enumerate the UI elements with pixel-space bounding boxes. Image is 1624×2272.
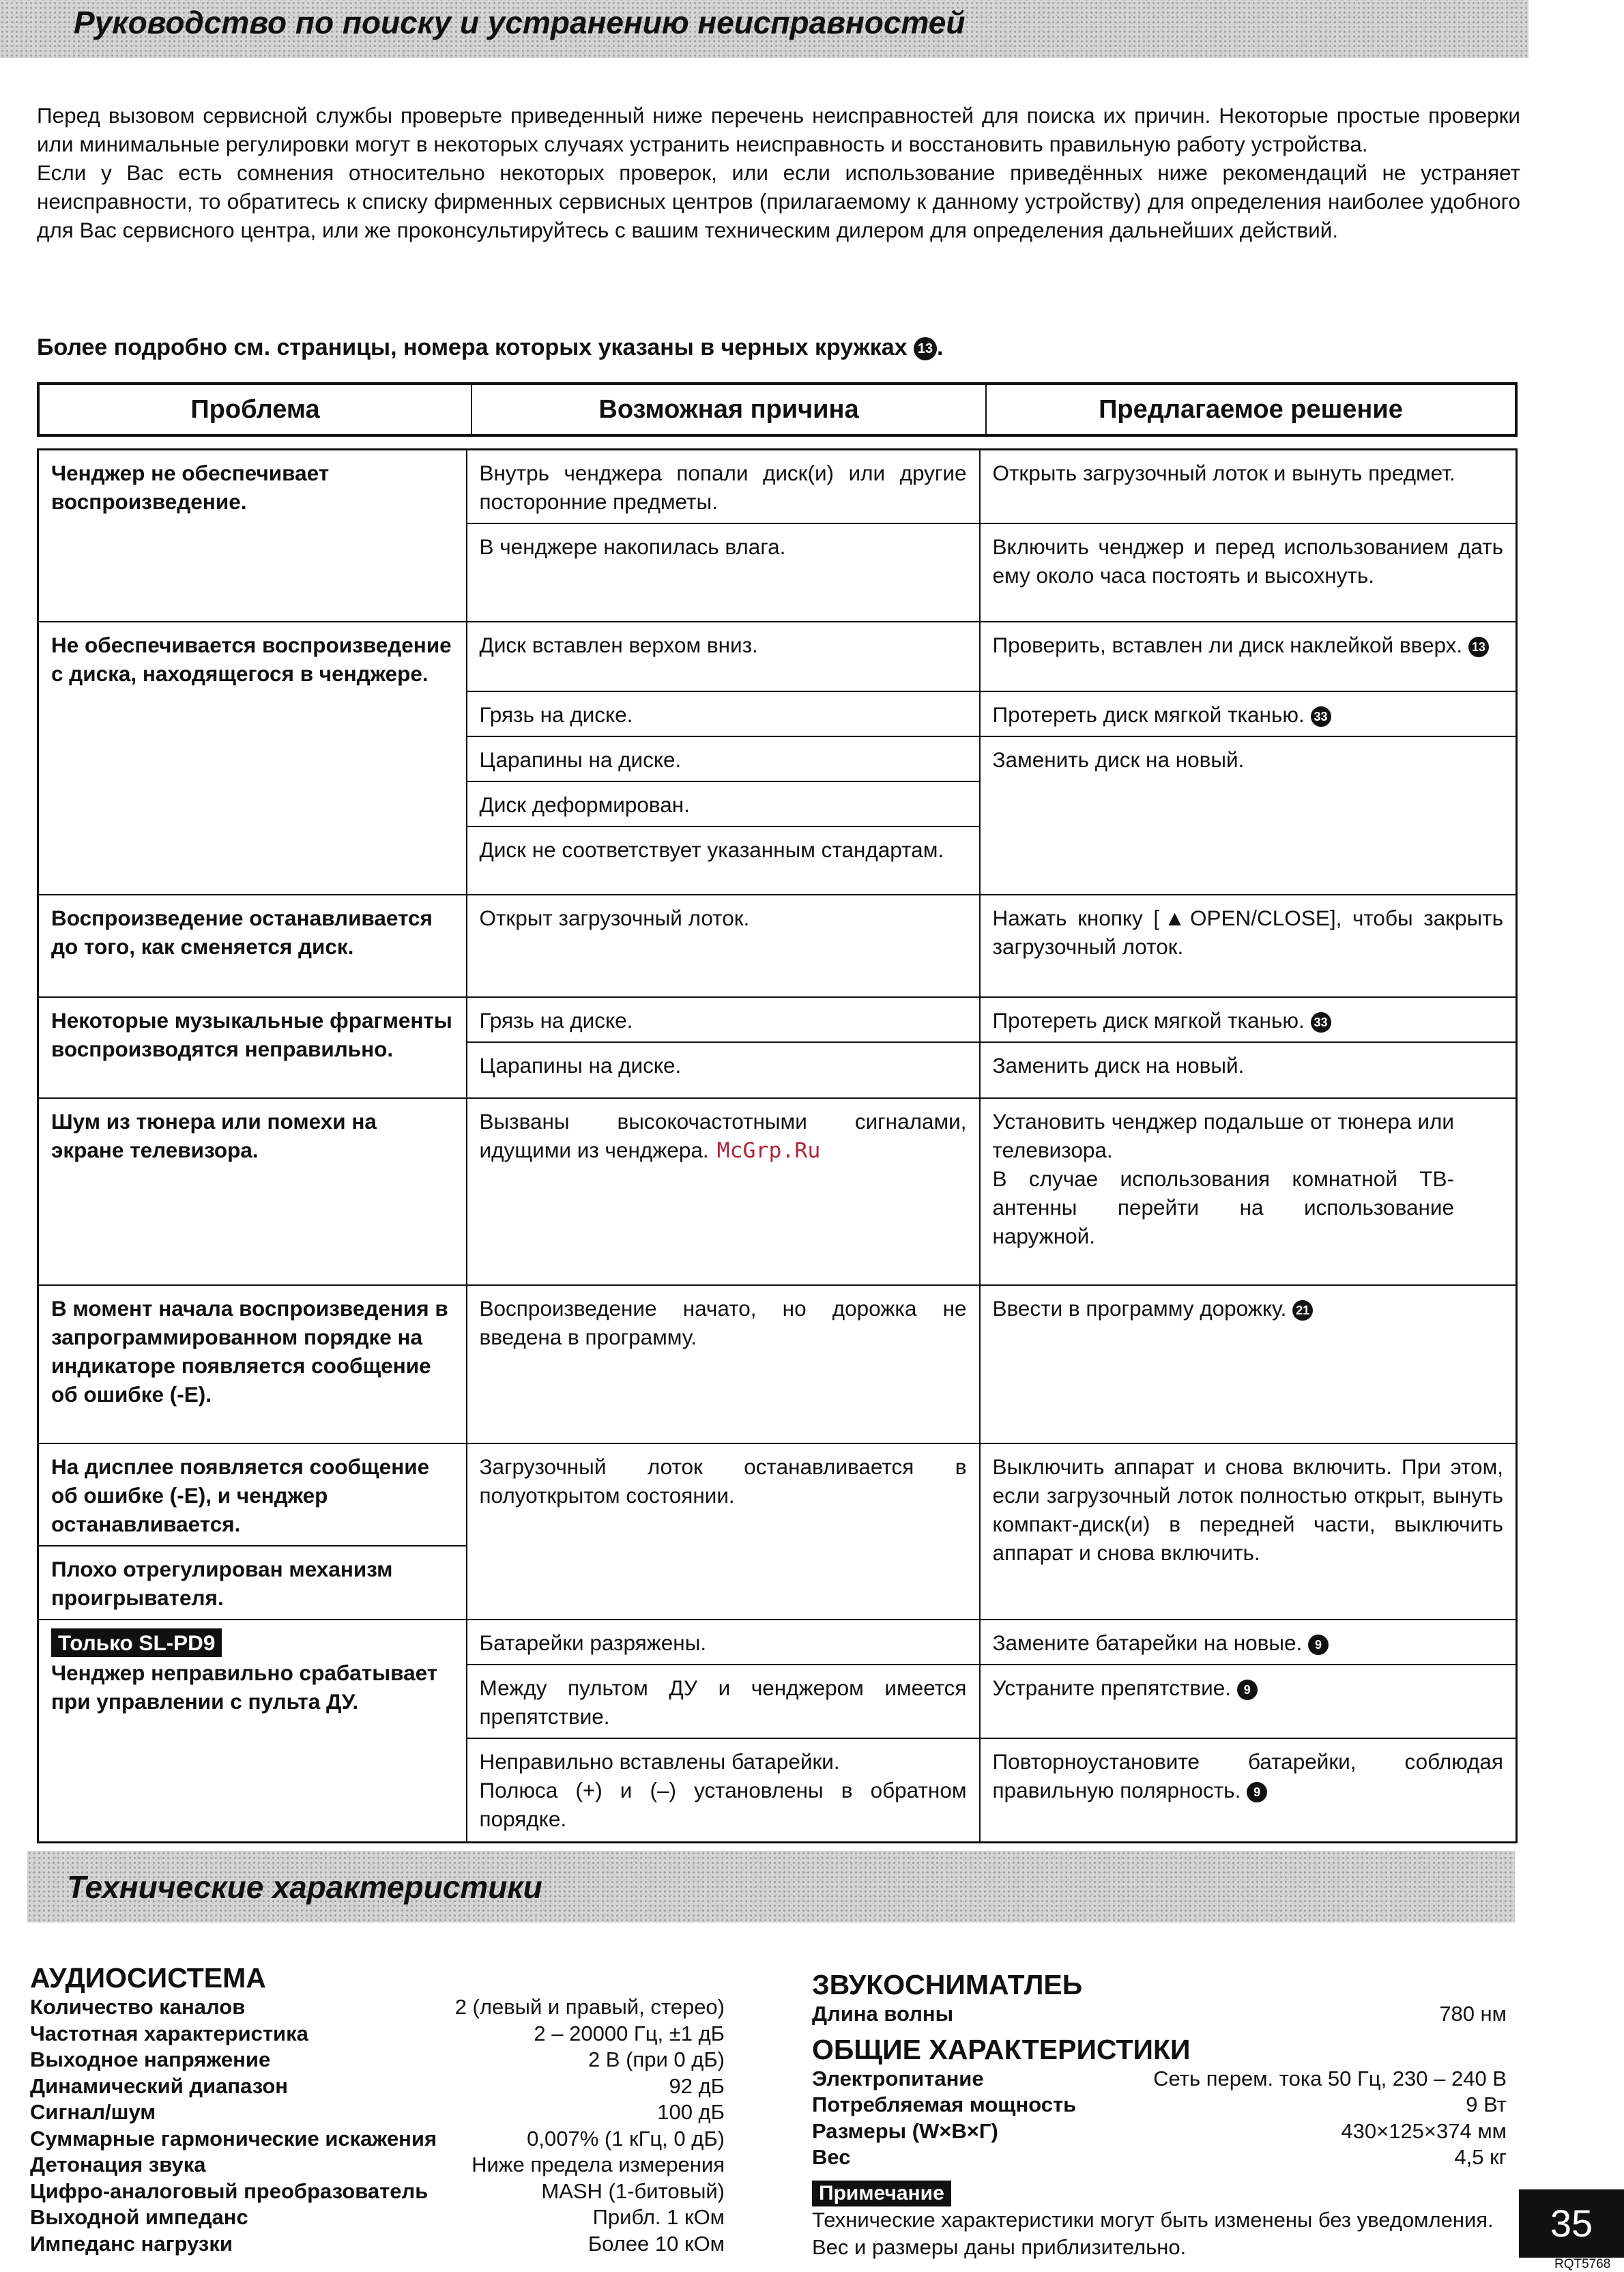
spec-row bbox=[30, 2099, 725, 2126]
solution-cell bbox=[980, 1620, 1517, 1665]
cause-cell: Загрузочный лоток останавливается в полуоткрытом состоянии. bbox=[467, 1443, 980, 1620]
spec-value: 9 Вт bbox=[1466, 2093, 1507, 2116]
page-ref-badge: 33 bbox=[1311, 706, 1331, 727]
solution-cell bbox=[980, 691, 1517, 736]
spec-value: Прибл. 1 кОм bbox=[592, 2205, 725, 2229]
solution-text: Устраните препятствие. bbox=[992, 1676, 1232, 1700]
cause-cell: Диск деформирован. bbox=[467, 781, 980, 826]
general-heading: ОБЩИЕ ХАРАКТЕРИСТИКИ bbox=[812, 2033, 1191, 2065]
spec-row bbox=[30, 2204, 725, 2231]
spec-key: Суммарные гармонические искажения bbox=[30, 2126, 437, 2151]
spec-key: Потребляемая мощность bbox=[812, 2093, 1077, 2116]
cause-cell bbox=[467, 1738, 980, 1842]
solution-cell bbox=[980, 997, 1517, 1042]
model-tag: Только SL-PD9 bbox=[51, 1628, 222, 1657]
cause-text: Полюса (+) и (–) установлены в обратном порядке. bbox=[479, 1778, 967, 1831]
spec-value: 0,007% (1 кГц, 0 дБ) bbox=[527, 2126, 725, 2151]
page-ref-badge: 13 bbox=[914, 337, 937, 360]
table-row bbox=[38, 895, 1517, 997]
spec-value: Более 10 кОм bbox=[588, 2231, 725, 2256]
spec-row bbox=[30, 2231, 725, 2258]
table-row bbox=[38, 622, 1517, 691]
spec-key: Вес bbox=[812, 2145, 851, 2169]
solution-cell bbox=[980, 622, 1517, 691]
reference-end: . bbox=[937, 334, 944, 360]
solution-cell: Выключить аппарат и снова включить. При этом, если загрузочный лоток полностью открыт, вынуть компакт-диск(и) в передней части, выключить аппарат и снова включить. bbox=[980, 1443, 1517, 1620]
spec-row bbox=[812, 2001, 1507, 2028]
intro-text bbox=[37, 101, 1520, 244]
spec-row bbox=[812, 2066, 1507, 2093]
solution-text: Протереть диск мягкой тканью. bbox=[992, 702, 1305, 727]
problem-cell bbox=[38, 1620, 467, 1842]
cause-text: Неправильно вставлены батарейки. bbox=[479, 1749, 840, 1774]
cause-cell: В ченджере накопилась влага. bbox=[467, 523, 980, 622]
document-code: RQT5768 bbox=[1554, 2257, 1611, 2271]
spec-value: 2 (левый и правый, стерео) bbox=[454, 1995, 725, 2019]
spec-key: Сигнал/шум bbox=[30, 2100, 156, 2124]
spec-value: 2 – 20000 Гц, ±1 дБ bbox=[534, 2021, 725, 2045]
watermark-text: McGrp.Ru bbox=[716, 1138, 821, 1163]
cause-cell bbox=[467, 1098, 980, 1285]
page-ref-badge: 9 bbox=[1308, 1635, 1329, 1655]
section-title-troubleshooting: Руководство по поиску и устранению неисправностей bbox=[74, 5, 966, 40]
table-row bbox=[38, 1620, 1517, 1665]
note-line-2: Вес и размеры даны приблизительно. bbox=[812, 2235, 1187, 2259]
spec-value: MASH (1-битовый) bbox=[541, 2178, 725, 2203]
solution-text: Ввести в программу дорожку. bbox=[992, 1296, 1287, 1321]
spec-key: Количество каналов bbox=[30, 1995, 246, 2019]
page-ref-badge: 13 bbox=[1468, 637, 1489, 657]
solution-cell bbox=[980, 1665, 1517, 1738]
solution-cell: Открыть загрузочный лоток и вынуть предмет. bbox=[980, 450, 1517, 524]
table-row bbox=[38, 1285, 1517, 1443]
cause-cell: Воспроизведение начато, но дорожка не введена в программу. bbox=[467, 1285, 980, 1443]
spec-key: Детонация звука bbox=[30, 2153, 206, 2176]
troubleshooting-table bbox=[37, 448, 1518, 1843]
pickup-heading: ЗВУКОСНИМАТЛЕЬ bbox=[812, 1969, 1083, 2000]
solution-cell: Заменить диск на новый. bbox=[980, 1042, 1517, 1098]
solution-cell: Нажать кнопку [▲OPEN/CLOSE], чтобы закрыть загрузочный лоток. bbox=[980, 895, 1517, 997]
spec-value: Ниже предела измерения bbox=[472, 2153, 725, 2176]
spec-key: Импеданс нагрузки bbox=[30, 2231, 233, 2256]
page-ref-badge: 9 bbox=[1247, 1782, 1267, 1802]
solution-cell: Включить ченджер и перед использованием дать ему около часа постоять и высохнуть. bbox=[980, 523, 1517, 622]
spec-value: Сеть перем. тока 50 Гц, 230 – 240 В bbox=[1153, 2066, 1507, 2090]
header-problem: Проблема bbox=[190, 394, 320, 424]
cause-cell: Царапины на диске. bbox=[467, 1042, 980, 1098]
cause-cell: Диск не соответствует указанным стандартам. bbox=[467, 826, 980, 895]
spec-row bbox=[30, 2126, 725, 2153]
spec-row bbox=[812, 2144, 1507, 2171]
intro-paragraph-2: Если у Вас есть сомнения относительно некоторых проверок, или если использование приведённых ниже рекомендаций не устраняет неисправности, то обратитесь к списку фирменных сервисных центров (прилагаемому к данному устройству) для определения наиболее удобного для Вас сервисного центра, или же проконсультируйтесь с вашим техническим дилером для определения дальнейших действий. bbox=[37, 160, 1520, 242]
spec-key: Динамический диапазон bbox=[30, 2073, 289, 2098]
header-solution: Предлагаемое решение bbox=[986, 384, 1516, 435]
spec-value: 100 дБ bbox=[657, 2100, 725, 2124]
spec-key: Выходной импеданс bbox=[30, 2205, 248, 2229]
spec-value: 780 нм bbox=[1439, 2002, 1507, 2026]
cause-cell: Батарейки разряжены. bbox=[467, 1620, 980, 1665]
solution-text: Повторноустановите батарейки, соблюдая правильную полярность. bbox=[992, 1749, 1503, 1802]
problem-cell: Некоторые музыкальные фрагменты воспроизводятся неправильно. bbox=[38, 997, 467, 1098]
solution-cell bbox=[980, 1285, 1517, 1443]
spec-row bbox=[30, 2047, 725, 2073]
specs-right bbox=[812, 1968, 1507, 2261]
solution-text: В случае использования комнатной ТВ-антенны перейти на использование наружной. bbox=[992, 1166, 1454, 1248]
spec-value: 2 В (при 0 дБ) bbox=[588, 2047, 725, 2071]
spec-key: Длина волны bbox=[812, 2002, 954, 2026]
solution-cell: Заменить диск на новый. bbox=[980, 736, 1517, 895]
problem-cell: Шум из тюнера или помехи на экране телевизора. bbox=[38, 1098, 467, 1285]
page-number: 35 bbox=[1519, 2189, 1624, 2258]
spec-row bbox=[812, 2092, 1507, 2118]
solution-text: Протереть диск мягкой тканью. bbox=[992, 1008, 1305, 1033]
reference-note bbox=[37, 334, 943, 361]
spec-row bbox=[30, 1994, 725, 2021]
problem-cell: Не обеспечивается воспроизведение с диска, находящегося в ченджере. bbox=[38, 622, 467, 895]
intro-paragraph-1: Перед вызовом сервисной службы проверьте приведенный ниже перечень неисправностей для поиска их причин. Некоторые простые проверки или минимальные регулировки могут в некоторых случаях устранить неисправность и восстановить правильную работу устройства. bbox=[37, 103, 1520, 156]
cause-cell: Внутрь ченджера попали диск(и) или другие посторонние предметы. bbox=[467, 450, 980, 524]
troubleshooting-header bbox=[37, 382, 1518, 437]
spec-row bbox=[30, 2178, 725, 2205]
solution-text: Проверить, вставлен ли диск наклейкой вверх. bbox=[992, 633, 1463, 657]
solution-text: Установить ченджер подальше от тюнера или телевизора. bbox=[992, 1109, 1454, 1162]
spec-row bbox=[812, 2118, 1507, 2145]
page-ref-badge: 21 bbox=[1292, 1300, 1313, 1321]
spec-row bbox=[30, 2021, 725, 2047]
note-line-1: Технические характеристики могут быть изменены без уведомления. bbox=[812, 2208, 1494, 2232]
problem-text: Ченджер неправильно срабатывает при управлении с пульта ДУ. bbox=[51, 1660, 438, 1714]
spec-key: Электропитание bbox=[812, 2066, 984, 2090]
table-row bbox=[38, 997, 1517, 1042]
problem-cell: В момент начала воспроизведения в запрограммированном порядке на индикаторе появляется сообщение об ошибке (-Е). bbox=[38, 1285, 467, 1443]
header-cause: Возможная причина bbox=[472, 384, 986, 435]
spec-key: Размеры (W×B×Г) bbox=[812, 2118, 998, 2143]
problem-cell: Ченджер не обеспечивает воспроизведение. bbox=[38, 450, 467, 622]
cause-text: Вызваны высокочастотными сигналами, идущими из ченджера. bbox=[479, 1109, 967, 1162]
spec-row bbox=[30, 2152, 725, 2178]
reference-text: Более подробно см. страницы, номера которых указаны в черных кружках bbox=[37, 334, 908, 360]
spec-value: 430×125×374 мм bbox=[1341, 2118, 1507, 2143]
spec-key: Цифро-аналоговый преобразователь bbox=[30, 2178, 429, 2203]
problem-cell: Воспроизведение останавливается до того, как сменяется диск. bbox=[38, 895, 467, 997]
cause-cell: Между пультом ДУ и ченджером имеется препятствие. bbox=[467, 1665, 980, 1738]
cause-cell: Открыт загрузочный лоток. bbox=[467, 895, 980, 997]
page-ref-badge: 33 bbox=[1311, 1012, 1331, 1033]
spec-key: Частотная характеристика bbox=[30, 2021, 308, 2045]
cause-cell: Грязь на диске. bbox=[467, 691, 980, 736]
solution-text: Замените батарейки на новые. bbox=[992, 1630, 1303, 1655]
cause-cell: Грязь на диске. bbox=[467, 997, 980, 1042]
table-row bbox=[38, 1443, 1517, 1546]
cause-cell: Диск вставлен верхом вниз. bbox=[467, 622, 980, 691]
cause-cell: Царапины на диске. bbox=[467, 736, 980, 781]
section-title-specs: Технические характеристики bbox=[67, 1869, 542, 1905]
solution-cell bbox=[980, 1098, 1517, 1285]
table-row bbox=[38, 450, 1517, 524]
page-ref-badge: 9 bbox=[1237, 1680, 1258, 1700]
problem-cell: Плохо отрегулирован механизм проигрывателя. bbox=[38, 1546, 467, 1620]
problem-cell: На дисплее появляется сообщение об ошибке (-Е), и ченджер останавливается. bbox=[38, 1443, 467, 1546]
spec-row bbox=[30, 2073, 725, 2100]
table-row bbox=[38, 1098, 1517, 1285]
spec-key: Выходное напряжение bbox=[30, 2047, 271, 2071]
spec-value: 4,5 кг bbox=[1454, 2145, 1507, 2169]
specs-audio bbox=[30, 1961, 725, 2257]
spec-value: 92 дБ bbox=[669, 2073, 725, 2098]
audio-heading: АУДИОСИСТЕМА bbox=[30, 1962, 266, 1994]
note-tag: Примечание bbox=[812, 2181, 951, 2207]
solution-cell bbox=[980, 1738, 1517, 1842]
